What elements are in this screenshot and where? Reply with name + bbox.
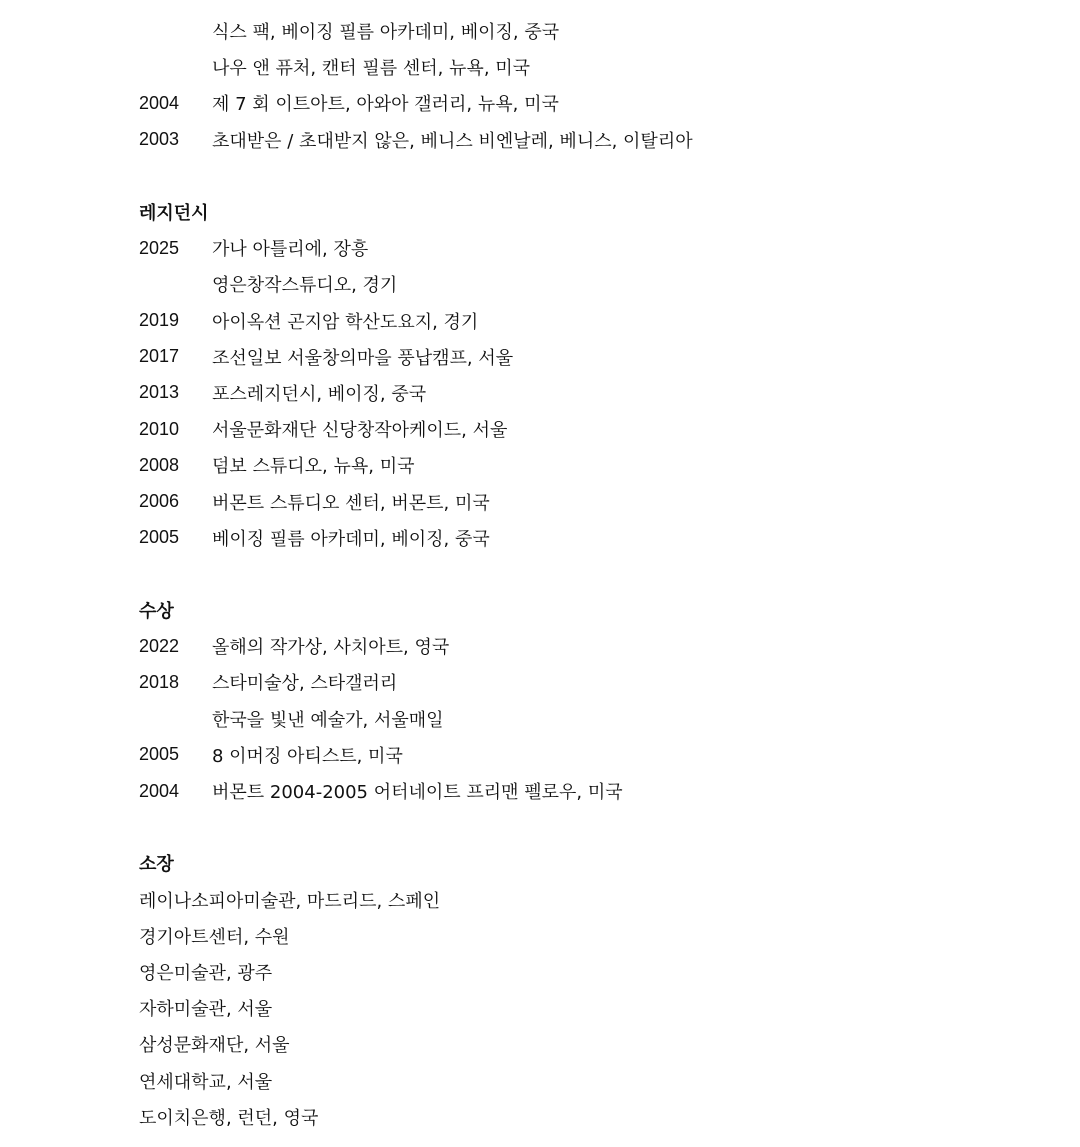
entry-text: 버몬트 2004-2005 어터네이트 프리맨 펠로우, 미국 xyxy=(212,782,623,804)
list-item: 경기아트센터, 수원 xyxy=(139,926,290,948)
entry-text: 조선일보 서울창의마을 풍납캠프, 서울 xyxy=(212,347,514,369)
entry-text: 서울문화재단 신당창작아케이드, 서울 xyxy=(212,420,508,442)
year: 2025 xyxy=(139,237,180,258)
section-spacer xyxy=(139,158,1039,194)
list-item xyxy=(139,701,1039,737)
collections-section xyxy=(139,845,1039,1135)
year: 2004 xyxy=(139,780,180,801)
list-item xyxy=(139,447,1039,483)
section-spacer xyxy=(139,556,1039,592)
year: 2018 xyxy=(139,671,180,692)
entry-text: 덤보 스튜디오, 뉴욕, 미국 xyxy=(212,456,415,478)
section-heading-awards: 수상 xyxy=(139,601,174,623)
list-item: 자하미술관, 서울 xyxy=(139,999,273,1021)
list-item xyxy=(139,49,1039,85)
list-item xyxy=(139,375,1039,411)
list-item xyxy=(139,339,1039,375)
list-item: 영은미술관, 광주 xyxy=(139,962,273,984)
list-item xyxy=(139,13,1039,49)
entry-text: 식스 팩, 베이징 필름 아카데미, 베이징, 중국 xyxy=(212,22,560,44)
year: 2017 xyxy=(139,346,180,367)
year: 2022 xyxy=(139,635,180,656)
residency-section xyxy=(139,194,1039,556)
list-item: 도이치은행, 런던, 영국 xyxy=(139,1107,319,1129)
entry-text: 포스레지던시, 베이징, 중국 xyxy=(212,383,427,405)
entry-text: 한국을 빛낸 예술가, 서울매일 xyxy=(212,709,444,731)
list-item xyxy=(139,628,1039,664)
section-heading-residency: 레지던시 xyxy=(139,203,209,225)
exhibitions-list xyxy=(139,13,1039,158)
entry-text: 올해의 작가상, 사치아트, 영국 xyxy=(212,637,450,659)
entry-text: 스타미술상, 스타갤러리 xyxy=(212,673,398,695)
entry-text: 제 7 회 이트아트, 아와아 갤러리, 뉴욕, 미국 xyxy=(212,94,559,116)
entry-text: 아이옥션 곤지암 학산도요지, 경기 xyxy=(212,311,479,333)
list-item xyxy=(139,303,1039,339)
year: 2004 xyxy=(139,92,180,113)
cv-document xyxy=(139,13,1039,1135)
year: 2006 xyxy=(139,491,180,512)
list-item xyxy=(139,230,1039,266)
list-item xyxy=(139,773,1039,809)
list-item xyxy=(139,85,1039,121)
entry-text: 초대받은 / 초대받지 않은, 베니스 비엔날레, 베니스, 이탈리아 xyxy=(212,130,693,152)
entry-text: 가나 아틀리에, 장흥 xyxy=(212,239,369,261)
year: 2005 xyxy=(139,744,180,765)
list-item xyxy=(139,664,1039,700)
entry-text: 영은창작스튜디오, 경기 xyxy=(212,275,398,297)
section-spacer xyxy=(139,809,1039,845)
list-item xyxy=(139,266,1039,302)
year: 2010 xyxy=(139,418,180,439)
year: 2003 xyxy=(139,129,180,150)
list-item xyxy=(139,411,1039,447)
list-item xyxy=(139,737,1039,773)
list-item: 레이나소피아미술관, 마드리드, 스페인 xyxy=(139,890,441,912)
list-item xyxy=(139,122,1039,158)
list-item xyxy=(139,520,1039,556)
year: 2013 xyxy=(139,382,180,403)
awards-section xyxy=(139,592,1039,809)
entry-text: 나우 앤 퓨처, 캔터 필름 센터, 뉴욕, 미국 xyxy=(212,58,531,80)
entry-text: 베이징 필름 아카데미, 베이징, 중국 xyxy=(212,528,490,550)
year: 2008 xyxy=(139,454,180,475)
entry-text: 버몬트 스튜디오 센터, 버몬트, 미국 xyxy=(212,492,490,514)
year: 2019 xyxy=(139,310,180,331)
list-item: 삼성문화재단, 서울 xyxy=(139,1035,290,1057)
year: 2005 xyxy=(139,527,180,548)
list-item: 연세대학교, 서울 xyxy=(139,1071,273,1093)
list-item xyxy=(139,483,1039,519)
entry-text: 8 이머징 아티스트, 미국 xyxy=(212,745,403,767)
section-heading-collections: 소장 xyxy=(139,854,174,876)
